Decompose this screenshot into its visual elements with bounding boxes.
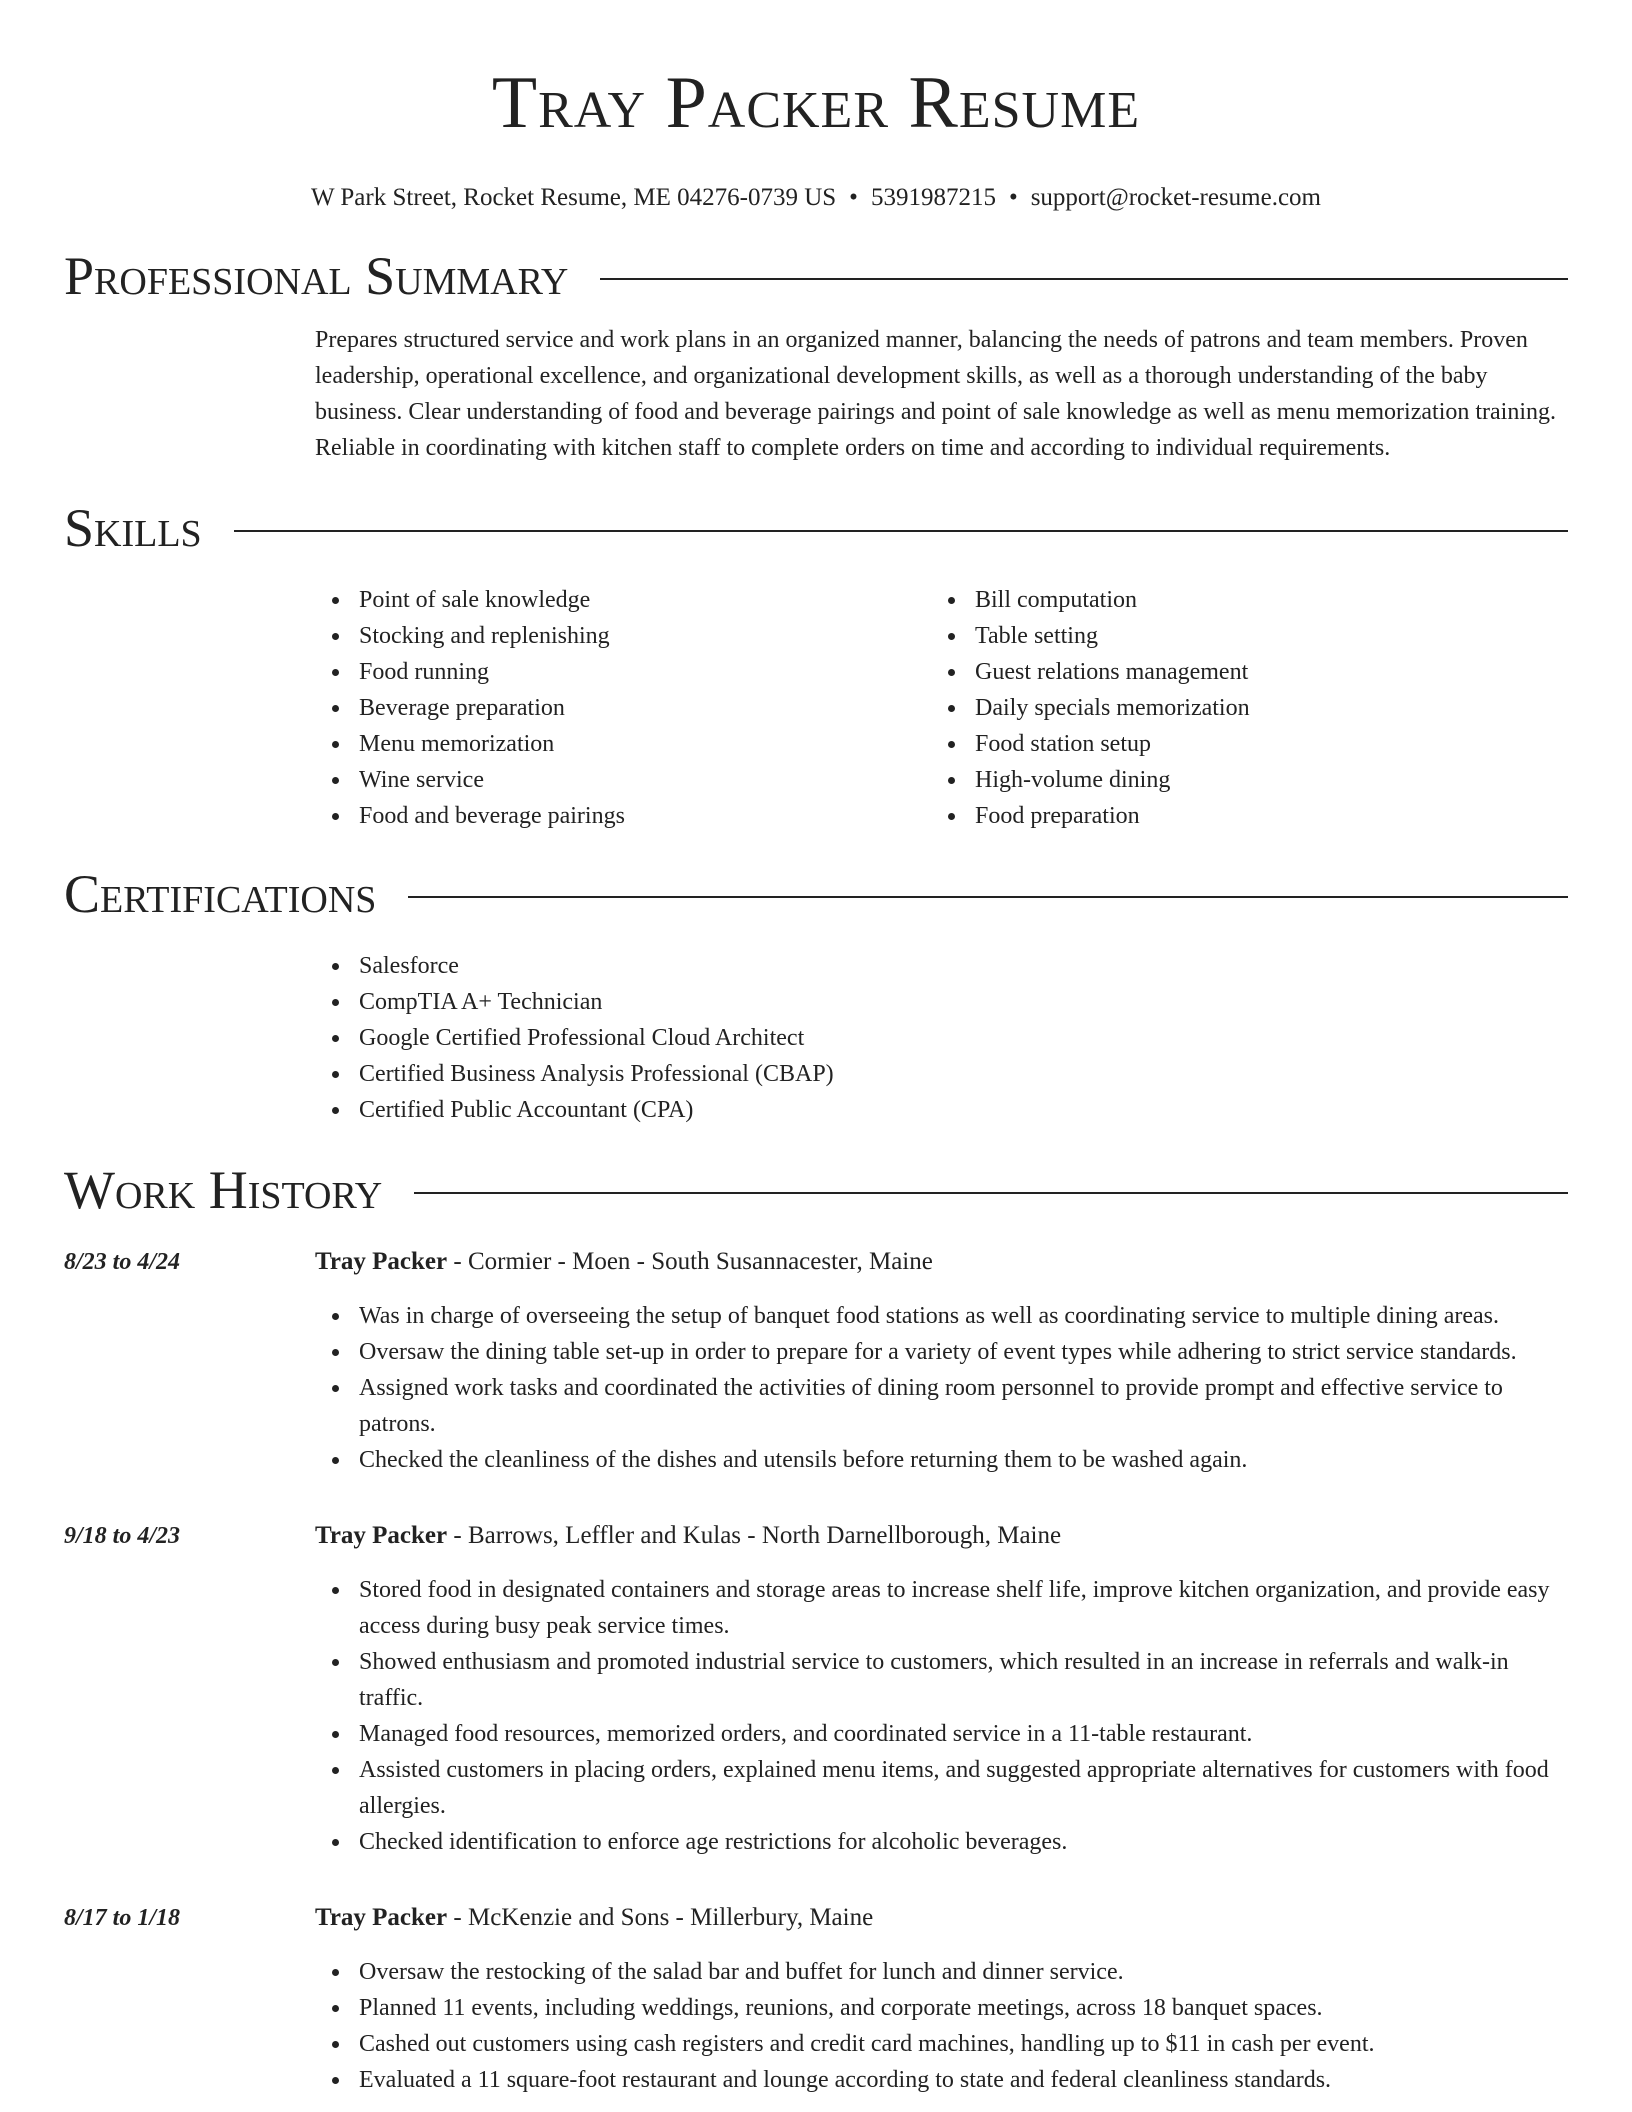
- job-duty: Showed enthusiasm and promoted industrial service to customers, which resulted in an increase in referrals and walk-in traffic.: [359, 1644, 1568, 1716]
- job-duty: Checked the cleanliness of the dishes and utensils before returning them to be washed again.: [359, 1442, 1568, 1478]
- job-entry: [64, 1900, 1568, 2098]
- summary-text: Prepares structured service and work plans in an organized manner, balancing the needs of patrons and team members. Proven leadership, operational excellence, and organizational development skills, as well as a thorough understanding of the baby business. Clear understanding of food and beverage pairings and point of sale knowledge as well as menu memorization training. Reliable in coordinating with kitchen staff to complete orders on time and according to individual requirements.: [315, 327, 1557, 461]
- job-dates: 8/17 to 1/18: [64, 1905, 181, 1931]
- section-divider: [408, 896, 1568, 898]
- job-duties-list: [315, 1954, 1568, 2098]
- job-employer: - Cormier - Moen - South Susannacester, Maine: [447, 1248, 933, 1275]
- section-divider: [600, 278, 1568, 280]
- certifications-heading: Certifications: [64, 864, 377, 924]
- contact-address: W Park Street, Rocket Resume, ME 04276-0739 US: [311, 184, 837, 211]
- certification-item: Certified Public Accountant (CPA): [359, 1092, 1568, 1128]
- job-role: Tray Packer: [315, 1522, 448, 1549]
- skill-item: Menu memorization: [359, 726, 931, 762]
- job-duties-list: [315, 1572, 1568, 1860]
- section-divider: [414, 1192, 1568, 1194]
- summary-heading: Professional Summary: [64, 246, 569, 306]
- job-details: [315, 1518, 1568, 1860]
- contact-line: [64, 182, 1568, 214]
- skills-column-right: [931, 582, 1547, 834]
- skills-list-left: [315, 582, 931, 834]
- skill-item: Stocking and replenishing: [359, 618, 931, 654]
- section-divider: [234, 530, 1568, 532]
- job-duty: Evaluated a 11 square-foot restaurant and lounge according to state and federal cleanliness standards.: [359, 2062, 1568, 2098]
- contact-phone: 5391987215: [870, 184, 996, 211]
- certification-item: Salesforce: [359, 948, 1568, 984]
- skill-item: Wine service: [359, 762, 931, 798]
- job-header: [315, 1900, 1568, 1936]
- contact-separator: •: [1008, 184, 1018, 211]
- job-entry: [64, 1244, 1568, 1478]
- skills-list-right: [931, 582, 1547, 834]
- job-duty: Managed food resources, memorized orders, and coordinated service in a 11-table restaurant.: [359, 1716, 1568, 1752]
- job-duty: Was in charge of overseeing the setup of banquet food stations as well as coordinating service to multiple dining areas.: [359, 1298, 1568, 1334]
- skills-heading: Skills: [64, 498, 202, 558]
- skill-item: Daily specials memorization: [975, 690, 1547, 726]
- skills-section-header: [64, 496, 1568, 560]
- summary-body: [315, 322, 1568, 466]
- certification-item: Certified Business Analysis Professional (CBAP): [359, 1056, 1568, 1092]
- job-duty: Assisted customers in placing orders, explained menu items, and suggested appropriate alternatives for customers with food allergies.: [359, 1752, 1568, 1824]
- job-header: [315, 1518, 1568, 1554]
- job-details: [315, 1244, 1568, 1478]
- skill-item: Point of sale knowledge: [359, 582, 931, 618]
- skill-item: Beverage preparation: [359, 690, 931, 726]
- job-duty: Oversaw the dining table set-up in order to prepare for a variety of event types while adhering to strict service standards.: [359, 1334, 1568, 1370]
- job-duty: Assigned work tasks and coordinated the activities of dining room personnel to provide prompt and effective service to patrons.: [359, 1370, 1568, 1442]
- certifications-body: [315, 948, 1568, 1128]
- skill-item: High-volume dining: [975, 762, 1547, 798]
- skills-body: [315, 582, 1568, 834]
- skill-item: Bill computation: [975, 582, 1547, 618]
- certification-item: CompTIA A+ Technician: [359, 984, 1568, 1020]
- job-role: Tray Packer: [315, 1248, 448, 1275]
- resume-page: [64, 0, 1568, 2098]
- job-header: [315, 1244, 1568, 1280]
- skill-item: Food preparation: [975, 798, 1547, 834]
- summary-section-header: [64, 244, 1568, 308]
- job-employer: - Barrows, Leffler and Kulas - North Darnellborough, Maine: [447, 1522, 1062, 1549]
- certifications-section-header: [64, 862, 1568, 926]
- skill-item: Food running: [359, 654, 931, 690]
- skill-item: Table setting: [975, 618, 1547, 654]
- skills-column-left: [315, 582, 931, 834]
- skill-item: Guest relations management: [975, 654, 1547, 690]
- job-entry: [64, 1518, 1568, 1860]
- job-duty: Cashed out customers using cash registers and credit card machines, handling up to $11 in cash per event.: [359, 2026, 1568, 2062]
- contact-separator: •: [849, 184, 858, 211]
- job-role: Tray Packer: [315, 1904, 448, 1931]
- job-duties-list: [315, 1298, 1568, 1478]
- job-dates: 9/18 to 4/23: [64, 1523, 181, 1549]
- skill-item: Food station setup: [975, 726, 1547, 762]
- job-employer: - McKenzie and Sons - Millerbury, Maine: [447, 1904, 874, 1931]
- contact-email: support@rocket-resume.com: [1030, 184, 1321, 211]
- job-details: [315, 1900, 1568, 2098]
- resume-title: Tray Packer Resume: [491, 62, 1141, 144]
- skills-grid: [315, 582, 1568, 834]
- work-history-section-header: [64, 1158, 1568, 1222]
- job-dates: 8/23 to 4/24: [64, 1249, 181, 1275]
- job-duty: Checked identification to enforce age restrictions for alcoholic beverages.: [359, 1824, 1568, 1860]
- job-duty: Planned 11 events, including weddings, reunions, and corporate meetings, across 18 banquet spaces.: [359, 1990, 1568, 2026]
- skill-item: Food and beverage pairings: [359, 798, 931, 834]
- work-history-heading: Work History: [64, 1160, 383, 1220]
- job-duty: Stored food in designated containers and storage areas to increase shelf life, improve kitchen organization, and provide easy access during busy peak service times.: [359, 1572, 1568, 1644]
- certifications-list: [315, 948, 1568, 1128]
- certification-item: Google Certified Professional Cloud Architect: [359, 1020, 1568, 1056]
- job-duty: Oversaw the restocking of the salad bar and buffet for lunch and dinner service.: [359, 1954, 1568, 1990]
